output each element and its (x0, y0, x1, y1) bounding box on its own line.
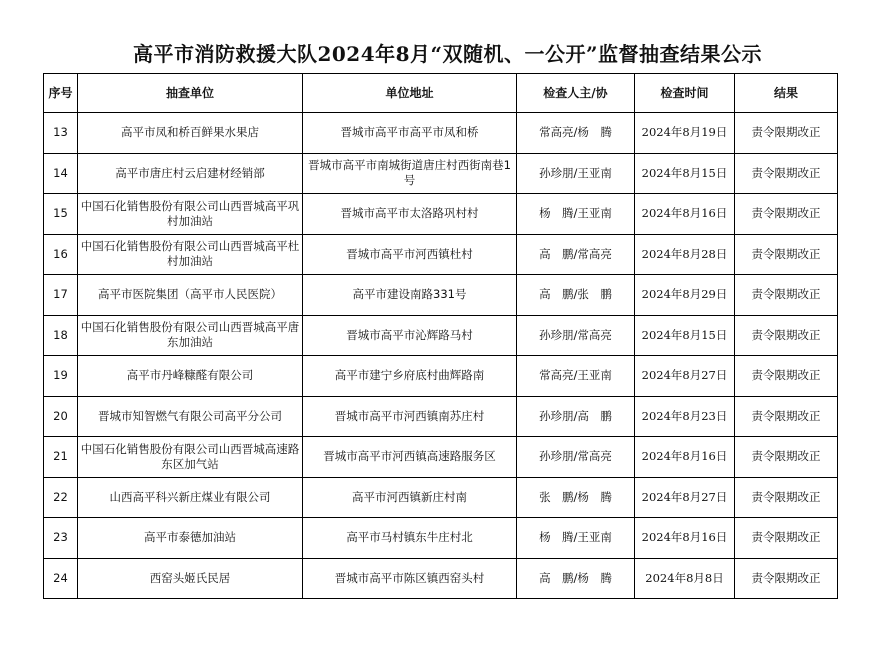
row-unit: 高平市泰德加油站 (78, 518, 303, 559)
row-date: 2024年8月16日 (635, 194, 735, 235)
row-date: 2024年8月16日 (635, 518, 735, 559)
row-address: 高平市建宁乡府底村曲辉路南 (303, 356, 517, 397)
row-unit: 中国石化销售股份有限公司山西晋城高速路东区加气站 (78, 437, 303, 478)
row-index: 15 (44, 194, 78, 235)
row-result: 责令限期改正 (735, 275, 838, 316)
row-date: 2024年8月29日 (635, 275, 735, 316)
row-address: 晋城市高平市陈区镇西窑头村 (303, 558, 517, 599)
row-result: 责令限期改正 (735, 396, 838, 437)
row-index: 17 (44, 275, 78, 316)
row-inspectors: 孙珍朋/高 鹏 (517, 396, 635, 437)
row-result: 责令限期改正 (735, 194, 838, 235)
row-result: 责令限期改正 (735, 356, 838, 397)
row-inspectors: 孙珍朋/王亚南 (517, 153, 635, 194)
table-row (44, 153, 838, 194)
row-inspectors: 常高亮/杨 腾 (517, 113, 635, 154)
row-address: 高平市河西镇新庄村南 (303, 477, 517, 518)
row-result: 责令限期改正 (735, 234, 838, 275)
row-inspectors: 高 鹏/张 鹏 (517, 275, 635, 316)
row-index: 20 (44, 396, 78, 437)
row-inspectors: 杨 腾/王亚南 (517, 518, 635, 559)
row-date: 2024年8月15日 (635, 153, 735, 194)
row-index: 22 (44, 477, 78, 518)
row-address: 晋城市高平市沁辉路马村 (303, 315, 517, 356)
table-row (44, 113, 838, 154)
row-index: 16 (44, 234, 78, 275)
row-address: 晋城市高平市河西镇南苏庄村 (303, 396, 517, 437)
row-address: 高平市马村镇东牛庄村北 (303, 518, 517, 559)
row-index: 19 (44, 356, 78, 397)
row-result: 责令限期改正 (735, 437, 838, 478)
row-unit: 高平市医院集团（高平市人民医院） (78, 275, 303, 316)
row-inspectors: 常高亮/王亚南 (517, 356, 635, 397)
row-index: 13 (44, 113, 78, 154)
header-unit: 抽查单位 (78, 74, 303, 113)
row-address: 晋城市高平市河西镇杜村 (303, 234, 517, 275)
row-address: 晋城市高平市太洛路巩村村 (303, 194, 517, 235)
row-date: 2024年8月16日 (635, 437, 735, 478)
row-inspectors: 孙珍朋/常高亮 (517, 315, 635, 356)
row-index: 14 (44, 153, 78, 194)
table-row (44, 396, 838, 437)
table-row (44, 315, 838, 356)
row-index: 24 (44, 558, 78, 599)
row-address: 晋城市高平市南城街道唐庄村西街南巷1号 (303, 153, 517, 194)
row-result: 责令限期改正 (735, 518, 838, 559)
row-index: 23 (44, 518, 78, 559)
row-index: 18 (44, 315, 78, 356)
row-date: 2024年8月8日 (635, 558, 735, 599)
table-row (44, 194, 838, 235)
header-inspectors: 检查人主/协 (517, 74, 635, 113)
row-index: 21 (44, 437, 78, 478)
row-unit: 高平市唐庄村云启建材经销部 (78, 153, 303, 194)
row-unit: 高平市凤和桥百鲜果水果店 (78, 113, 303, 154)
table-row (44, 234, 838, 275)
row-date: 2024年8月27日 (635, 356, 735, 397)
table-row (44, 558, 838, 599)
row-date: 2024年8月23日 (635, 396, 735, 437)
row-date: 2024年8月19日 (635, 113, 735, 154)
table-row (44, 477, 838, 518)
row-inspectors: 高 鹏/常高亮 (517, 234, 635, 275)
header-address: 单位地址 (303, 74, 517, 113)
table-row (44, 518, 838, 559)
table-row (44, 437, 838, 478)
row-unit: 西窑头姬氏民居 (78, 558, 303, 599)
table-row (44, 356, 838, 397)
row-unit: 中国石化销售股份有限公司山西晋城高平唐东加油站 (78, 315, 303, 356)
row-inspectors: 杨 腾/王亚南 (517, 194, 635, 235)
row-date: 2024年8月27日 (635, 477, 735, 518)
row-result: 责令限期改正 (735, 477, 838, 518)
row-date: 2024年8月28日 (635, 234, 735, 275)
row-unit: 山西高平科兴新庄煤业有限公司 (78, 477, 303, 518)
table-row (44, 275, 838, 316)
row-result: 责令限期改正 (735, 153, 838, 194)
row-result: 责令限期改正 (735, 315, 838, 356)
header-result: 结果 (735, 74, 838, 113)
page-title: 高平市消防救援大队2024年8月“双随机、一公开”监督抽查结果公示 (132, 42, 763, 66)
row-unit: 中国石化销售股份有限公司山西晋城高平杜村加油站 (78, 234, 303, 275)
header-date: 检查时间 (635, 74, 735, 113)
row-result: 责令限期改正 (735, 558, 838, 599)
table-header-row (44, 74, 838, 113)
row-date: 2024年8月15日 (635, 315, 735, 356)
row-unit: 中国石化销售股份有限公司山西晋城高平巩村加油站 (78, 194, 303, 235)
row-address: 晋城市高平市河西镇高速路服务区 (303, 437, 517, 478)
row-inspectors: 张 鹏/杨 腾 (517, 477, 635, 518)
row-inspectors: 高 鹏/杨 腾 (517, 558, 635, 599)
row-inspectors: 孙珍朋/常高亮 (517, 437, 635, 478)
row-address: 高平市建设南路331号 (303, 275, 517, 316)
row-result: 责令限期改正 (735, 113, 838, 154)
header-index: 序号 (44, 74, 78, 113)
row-unit: 高平市丹峰糠醛有限公司 (78, 356, 303, 397)
row-address: 晋城市高平市高平市凤和桥 (303, 113, 517, 154)
results-table (43, 73, 838, 599)
row-unit: 晋城市知智燃气有限公司高平分公司 (78, 396, 303, 437)
